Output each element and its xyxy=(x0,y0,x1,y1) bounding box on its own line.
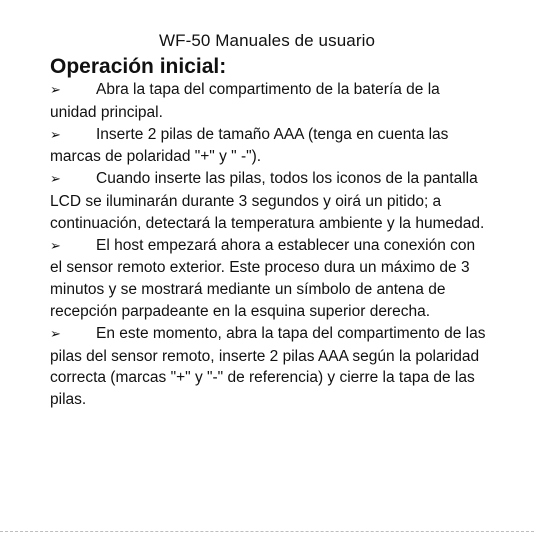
instruction-text: Inserte 2 pilas de tamaño AAA (tenga en cuenta las marcas de polaridad "+" y " -"). xyxy=(50,125,449,166)
section-title: Operación inicial: xyxy=(50,55,227,78)
instruction-item-2 xyxy=(50,124,490,169)
instruction-item-1 xyxy=(50,79,490,124)
arrow-bullet-icon: ➢ xyxy=(50,326,61,342)
instruction-list xyxy=(50,79,490,411)
instruction-item-4 xyxy=(50,235,490,323)
instruction-text: El host empezará ahora a establecer una conexión con el sensor remoto exterior. Este proceso dura un máximo de 3 minutos y se mostrará mediante un símbolo de antena de recepción parpadeante en la esquina superior derecha. xyxy=(50,236,476,320)
arrow-bullet-icon: ➢ xyxy=(50,83,61,98)
page-header: WF-50 Manuales de usuario xyxy=(158,31,376,50)
instruction-item-3 xyxy=(50,168,490,234)
instruction-text: En este momento, abra la tapa del compartimento de las pilas del sensor remoto, inserte 2 pilas AAA según la polaridad correcta (marcas "+" y "-" de referencia) y cierre la tapa de las pilas. xyxy=(50,324,486,409)
instruction-text: Cuando inserte las pilas, todos los iconos de la pantalla LCD se iluminarán durante 3 segundos y oirá un pitido; a continuación, detectará la temperatura ambiente y la humedad. xyxy=(50,170,485,232)
instruction-text: Abra la tapa del compartimento de la batería de la unidad principal. xyxy=(50,81,440,121)
instruction-item-5 xyxy=(50,323,490,411)
page-bottom-divider xyxy=(0,531,534,532)
arrow-bullet-icon: ➢ xyxy=(50,172,61,188)
arrow-bullet-icon: ➢ xyxy=(50,238,61,254)
arrow-bullet-icon: ➢ xyxy=(50,127,61,143)
